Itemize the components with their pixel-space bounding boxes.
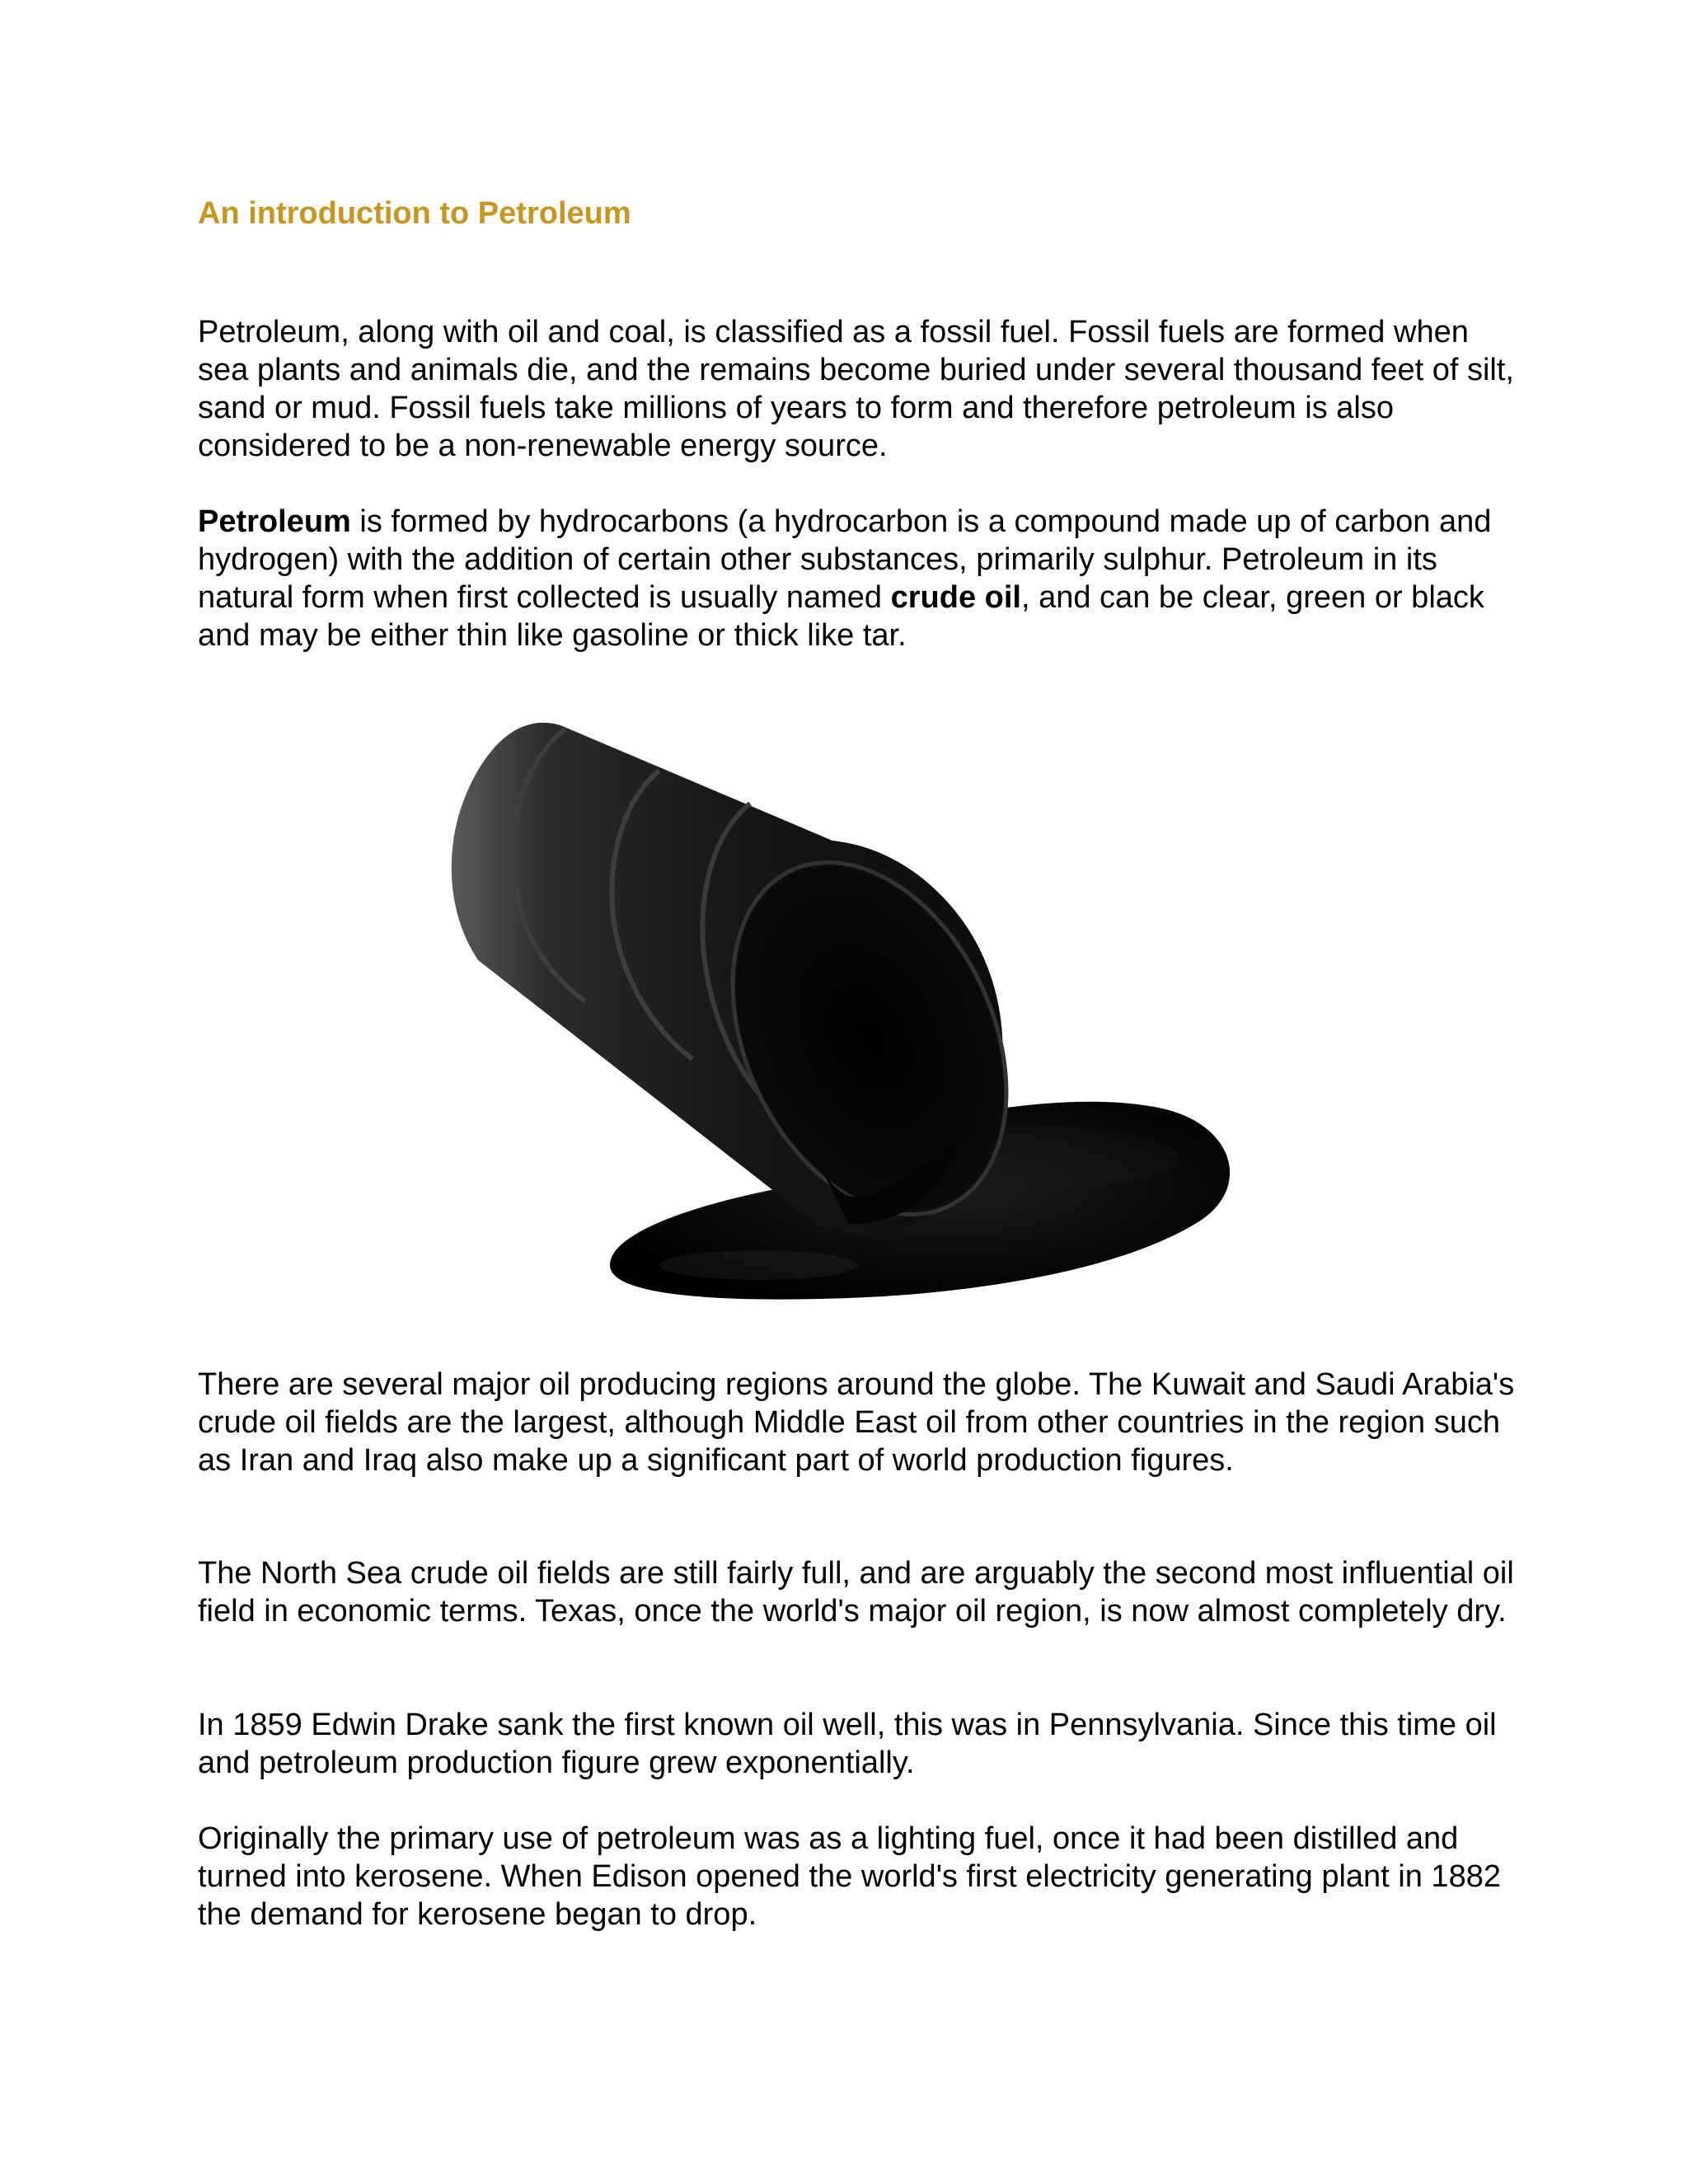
paragraph-lighting-fuel: Originally the primary use of petroleum was as a lighting fuel, once it had been distilled and turned into kerosene. When Edison opened the world's first electricity generating plant in 1882 the demand for kerosene began to drop.	[198, 1821, 1501, 1932]
oil-barrel-spill-icon	[387, 696, 1294, 1306]
paragraph-petroleum-definition	[198, 503, 1517, 654]
page-title: An introduction to Petroleum	[198, 196, 631, 231]
paragraph-edwin-drake: In 1859 Edwin Drake sank the first known oil well, this was in Pennsylvania. Since this time oil and petroleum production figure grew exponentially.	[198, 1708, 1497, 1780]
paragraph-text-segment: , and can be clear, green or black and may be either thin like gasoline or thick like tar.	[198, 580, 1484, 653]
paragraph-fossil-fuels: Petroleum, along with oil and coal, is classified as a fossil fuel. Fossil fuels are formed when sea plants and animals die, and the remains become buried under several thousand feet of silt, sand or mud. Fossil fuels take millions of years to form and therefore petroleum is also considered to be a non-renewable energy source.	[198, 315, 1514, 463]
bold-term-petroleum: Petroleum	[198, 504, 351, 539]
paragraph-oil-regions: There are several major oil producing regions around the globe. The Kuwait and Saudi Arabia's crude oil fields are the largest, although Middle East oil from other countries in the region such as Iran and Iraq also make up a significant part of world production figures.	[198, 1367, 1515, 1478]
paragraph-north-sea: The North Sea crude oil fields are still fairly full, and are arguably the second most influential oil field in economic terms. Texas, once the world's major oil region, is now almost completely dry.	[198, 1556, 1514, 1629]
paragraph-text-segment: is formed by hydrocarbons (a hydrocarbon is a compound made up of carbon and hydrogen) with the addition of certain other substances, primarily sulphur. Petroleum in its natural form when first collected is usually named	[198, 504, 1492, 615]
bold-term-crude-oil: crude oil	[890, 580, 1021, 615]
oil-barrel	[452, 723, 1060, 1258]
